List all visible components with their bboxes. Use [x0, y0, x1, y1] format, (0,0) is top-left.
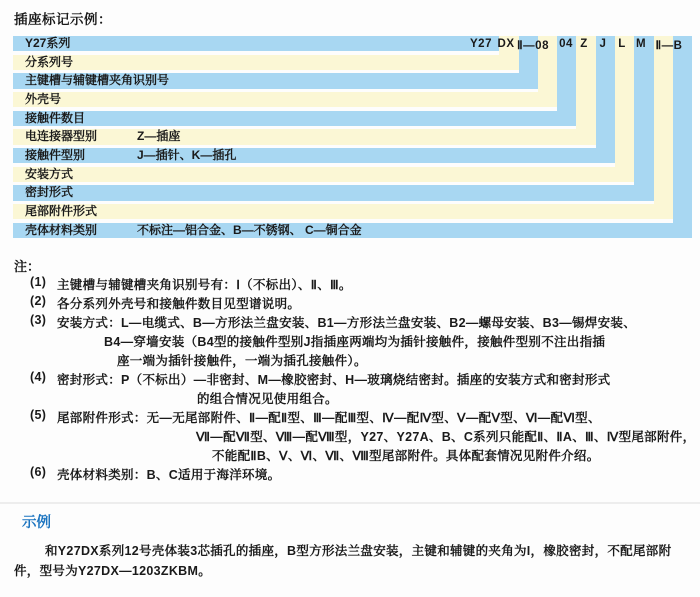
note-text: 壳体材料类别：B、C适用于海洋环境。: [57, 468, 281, 482]
diagram-riser: [654, 36, 673, 220]
note-text: 的组合情况见使用组合。: [197, 392, 338, 406]
row-label: 外壳号: [25, 91, 62, 106]
diagram-riser: [634, 36, 653, 201]
note-number: (5): [30, 408, 47, 422]
notes-heading: 注：: [14, 259, 41, 274]
code-token: 04: [559, 37, 573, 50]
note-number: (4): [30, 370, 47, 384]
note-number: (1): [30, 275, 47, 289]
row-label: 接触件型别: [25, 147, 86, 162]
note-text: 座一端为插针接触件，一端为插孔接触件）。: [117, 354, 367, 368]
note-line: [0, 332, 700, 349]
code-token: L: [618, 37, 626, 50]
diagram-row: [13, 92, 557, 108]
row-label: 壳体材料类别: [25, 222, 98, 237]
note-line: [0, 389, 700, 406]
diagram-row: [13, 111, 576, 127]
row-label: 密封形式: [25, 185, 74, 200]
note-number: (2): [30, 294, 47, 308]
diagram-row: [13, 223, 692, 239]
code-token: J: [599, 37, 607, 50]
code-token: Y27: [470, 37, 492, 50]
note-text: 各分系列外壳号和接触件数目见型谱说明。: [57, 297, 301, 311]
diagram-riser: [576, 36, 595, 145]
note-text: 尾部附件形式：无—无尾部附件、Ⅱ—配Ⅱ型、Ⅲ—配Ⅲ型、Ⅳ—配Ⅳ型、Ⅴ—配Ⅴ型、Ⅵ—配Ⅵ型、: [57, 411, 601, 425]
note-line: [0, 408, 700, 425]
row-label: 安装方式: [25, 166, 74, 181]
note-text: B4—穿墙安装（B4型的接触件型别J指插座两端均为插针接触件，接触件型别不注出指插: [104, 335, 606, 349]
note-line: [0, 351, 700, 368]
example-text-line: 件，型号为Y27DX—1203ZKBM。: [14, 564, 212, 578]
diagram-row: [13, 185, 654, 201]
note-line: [0, 446, 700, 463]
code-token: Z: [580, 37, 588, 50]
note-text: 密封形式：P（不标出）—非密封、M—橡胶密封、H—玻璃烧结密封。插座的安装方式和密封形式: [57, 373, 611, 387]
diagram-riser: [615, 36, 634, 182]
code-token: Ⅱ—08: [517, 39, 549, 52]
note-line: [0, 427, 700, 444]
row-label: 分系列号: [25, 54, 74, 69]
note-line: [0, 370, 700, 387]
code-token: Ⅱ—B: [655, 39, 683, 52]
note-text: 安装方式：L—电缆式、B—方形法兰盘安装、B1—方形法兰盘安装、B2—螺母安装、B3—锡焊安装、: [57, 316, 637, 330]
diagram-row: [13, 55, 519, 71]
note-text: 主键槽与辅键槽夹角识别号有：Ⅰ（不标出）、Ⅱ、Ⅲ。: [57, 278, 352, 292]
diagram-row: [13, 129, 596, 145]
page-title: 插座标记示例：: [14, 12, 112, 27]
section-divider: [0, 502, 700, 504]
diagram-riser: [596, 36, 615, 164]
note-text: 不能配ⅡB、Ⅴ、Ⅵ、Ⅶ、Ⅷ型尾部附件。具体配套情况见附件介绍。: [212, 449, 600, 463]
note-line: [0, 275, 700, 292]
row-label: 主键槽与辅键槽夹角识别号: [25, 73, 170, 88]
example-heading: 示例: [22, 515, 51, 531]
row-label: Y27系列: [25, 35, 71, 50]
row-label: 接触件数目: [25, 110, 86, 125]
note-number: (6): [30, 465, 47, 479]
row-label: 尾部附件形式: [25, 203, 98, 218]
diagram-row: [13, 36, 500, 52]
note-line: [0, 313, 700, 330]
diagram-riser: [673, 36, 692, 238]
diagram-row: [13, 167, 634, 183]
example-text-line: 和Y27DX系列12号壳体装3芯插孔的插座，B型方形法兰盘安装，主键和辅键的夹角为I，橡胶密封，不配尾部附: [45, 544, 672, 558]
note-line: [0, 465, 700, 482]
row-detail: Z—插座: [137, 129, 181, 144]
row-label: 电连接器型别: [25, 129, 98, 144]
note-line: [0, 294, 700, 311]
note-text: Ⅶ—配Ⅶ型、Ⅷ—配Ⅷ型，Y27、Y27A、B、C系列只能配Ⅱ、ⅡA、Ⅲ、Ⅳ型尾部附件，: [196, 430, 696, 444]
diagram-row: [13, 148, 615, 164]
row-detail: J—插针、K—插孔: [137, 147, 237, 162]
code-token: M: [635, 37, 647, 50]
note-number: (3): [30, 313, 47, 327]
code-token: DX: [497, 37, 515, 50]
diagram-row: [13, 73, 538, 89]
row-detail: 不标注—铝合金、B—不锈钢、 C—铜合金: [137, 222, 362, 237]
diagram-row: [13, 204, 673, 220]
